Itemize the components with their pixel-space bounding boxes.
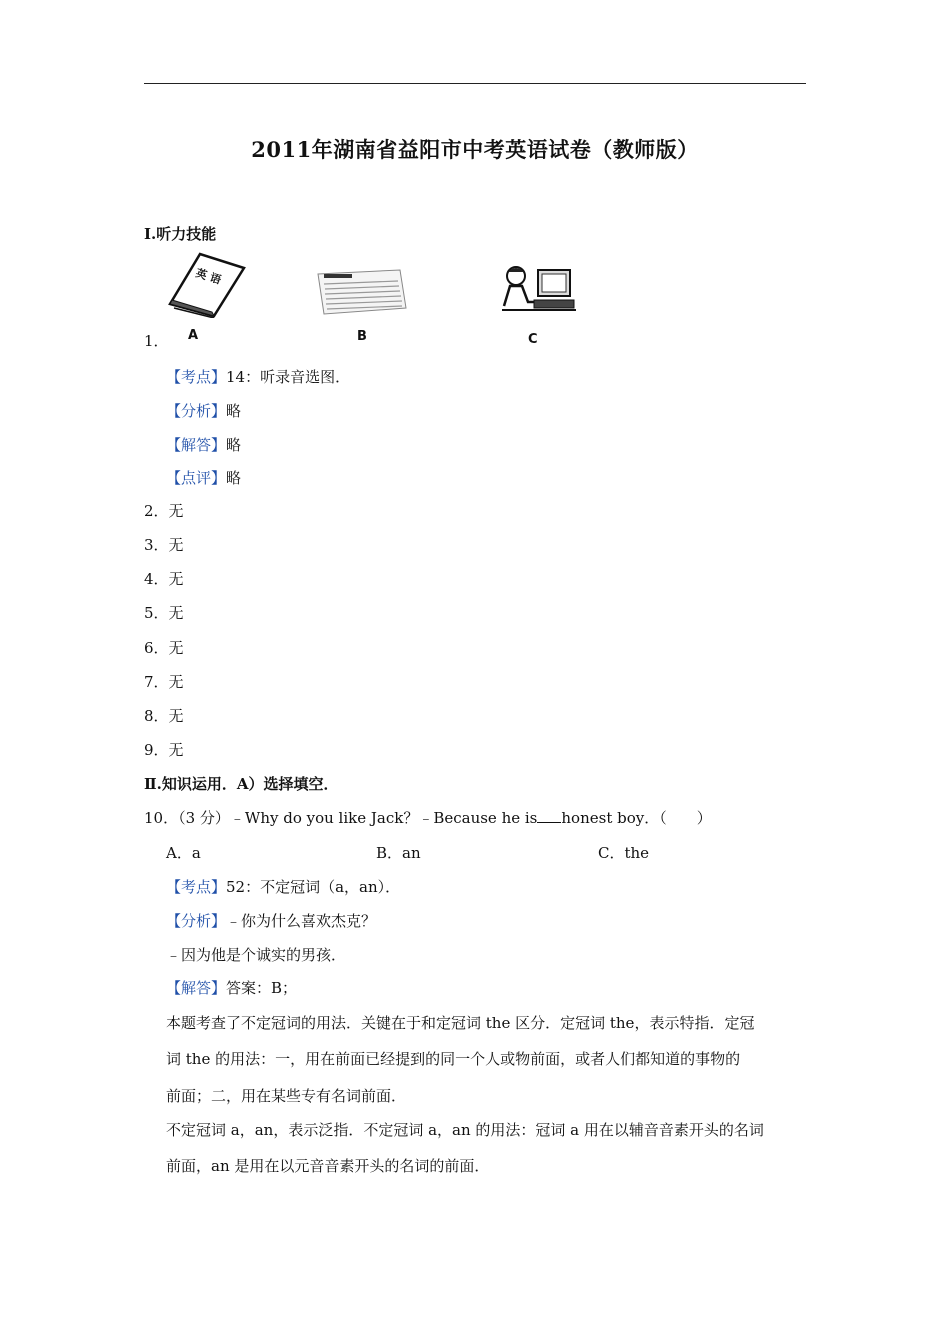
q1-fenxi <box>166 401 241 421</box>
question-5 <box>144 603 184 623</box>
explanation-line: 本题考查了不定冠词的用法．关键在于和定冠词 the 区分．定冠词 the，表示特指．定冠 <box>166 1014 755 1032</box>
jieda-text: 答案：B； <box>226 979 298 997</box>
fenxi-text: 略 <box>226 402 242 420</box>
answer-blank <box>537 808 561 823</box>
choice-a: A．a <box>166 844 201 862</box>
question-7 <box>144 672 184 692</box>
q10-fenxi-2: ﹣因为他是个诚实的男孩． <box>166 946 347 964</box>
question-number: 4． <box>144 570 169 588</box>
question-8 <box>144 706 184 726</box>
fenxi-text: ﹣你为什么喜欢杰克？ <box>226 912 377 930</box>
question-number: 7． <box>144 673 169 691</box>
fenxi-tag: 【分析】 <box>166 912 227 930</box>
q1-jieda <box>166 435 241 455</box>
option-b-label: B <box>357 329 367 344</box>
question-4 <box>144 569 184 589</box>
question-9 <box>144 740 184 760</box>
q10-kaodian <box>166 877 400 897</box>
stem-pre: 10．（3 分）﹣Why do you like Jack？﹣Because he is <box>144 809 538 827</box>
jieda-tag: 【解答】 <box>166 436 227 454</box>
question-text: 无 <box>168 707 184 725</box>
section2-heading: Ⅱ.知识运用．A）选择填空． <box>144 775 339 793</box>
q1-kaodian <box>166 367 350 387</box>
option-a-label: A <box>188 328 199 343</box>
kaodian-text: 14：听录音选图． <box>226 368 351 386</box>
question-text: 无 <box>168 502 184 520</box>
dianping-tag: 【点评】 <box>166 469 227 487</box>
jieda-text: 略 <box>226 436 242 454</box>
question-number: 2． <box>144 502 169 520</box>
explanation-line: 词 the 的用法：一，用在前面已经提到的同一个人或物前面，或者人们都知道的事物的 <box>166 1050 741 1068</box>
option-c-label: C <box>528 332 538 347</box>
question-text: 无 <box>168 673 184 691</box>
question-number: 5． <box>144 604 169 622</box>
q10-fenxi <box>166 911 376 931</box>
header-rule <box>144 83 806 84</box>
explanation-line: 前面；二，用在某些专有名词前面． <box>166 1087 407 1105</box>
question-1-number: 1． <box>144 332 169 350</box>
q1-dianping <box>166 468 241 488</box>
svg-text:英 语: 英 语 <box>194 266 223 287</box>
section1-heading: Ⅰ.听力技能 <box>144 225 217 243</box>
newspaper-icon <box>316 268 408 316</box>
question-text: 无 <box>168 741 184 759</box>
explanation-line: 前面，an 是用在以元音音素开头的名词的前面． <box>166 1157 490 1175</box>
person-computer-icon <box>500 262 580 318</box>
question-text: 无 <box>168 536 184 554</box>
choice-c: C．the <box>598 844 650 862</box>
kaodian-tag: 【考点】 <box>166 368 227 386</box>
question-10-stem <box>144 808 712 828</box>
choice-b: B．an <box>376 844 421 862</box>
fenxi-tag: 【分析】 <box>166 402 227 420</box>
kaodian-tag: 【考点】 <box>166 878 227 896</box>
question-number: 6． <box>144 639 169 657</box>
kaodian-text: 52：不定冠词（a，an）． <box>226 878 401 896</box>
book-icon <box>166 252 248 318</box>
page-title: 2011年湖南省益阳市中考英语试卷（教师版） <box>251 137 699 162</box>
question-text: 无 <box>168 639 184 657</box>
stem-post: honest boy．（ ） <box>561 809 712 827</box>
question-2 <box>144 501 184 521</box>
dianping-text: 略 <box>226 469 242 487</box>
explanation-line: 不定冠词 a，an，表示泛指．不定冠词 a，an 的用法：冠词 a 用在以辅音音素开头的名词 <box>166 1121 764 1139</box>
question-6 <box>144 638 184 658</box>
question-number: 3． <box>144 536 169 554</box>
question-number: 9． <box>144 741 169 759</box>
question-text: 无 <box>168 570 184 588</box>
question-text: 无 <box>168 604 184 622</box>
question-number: 8． <box>144 707 169 725</box>
jieda-tag: 【解答】 <box>166 979 227 997</box>
question-3 <box>144 535 184 555</box>
q10-jieda <box>166 978 297 998</box>
